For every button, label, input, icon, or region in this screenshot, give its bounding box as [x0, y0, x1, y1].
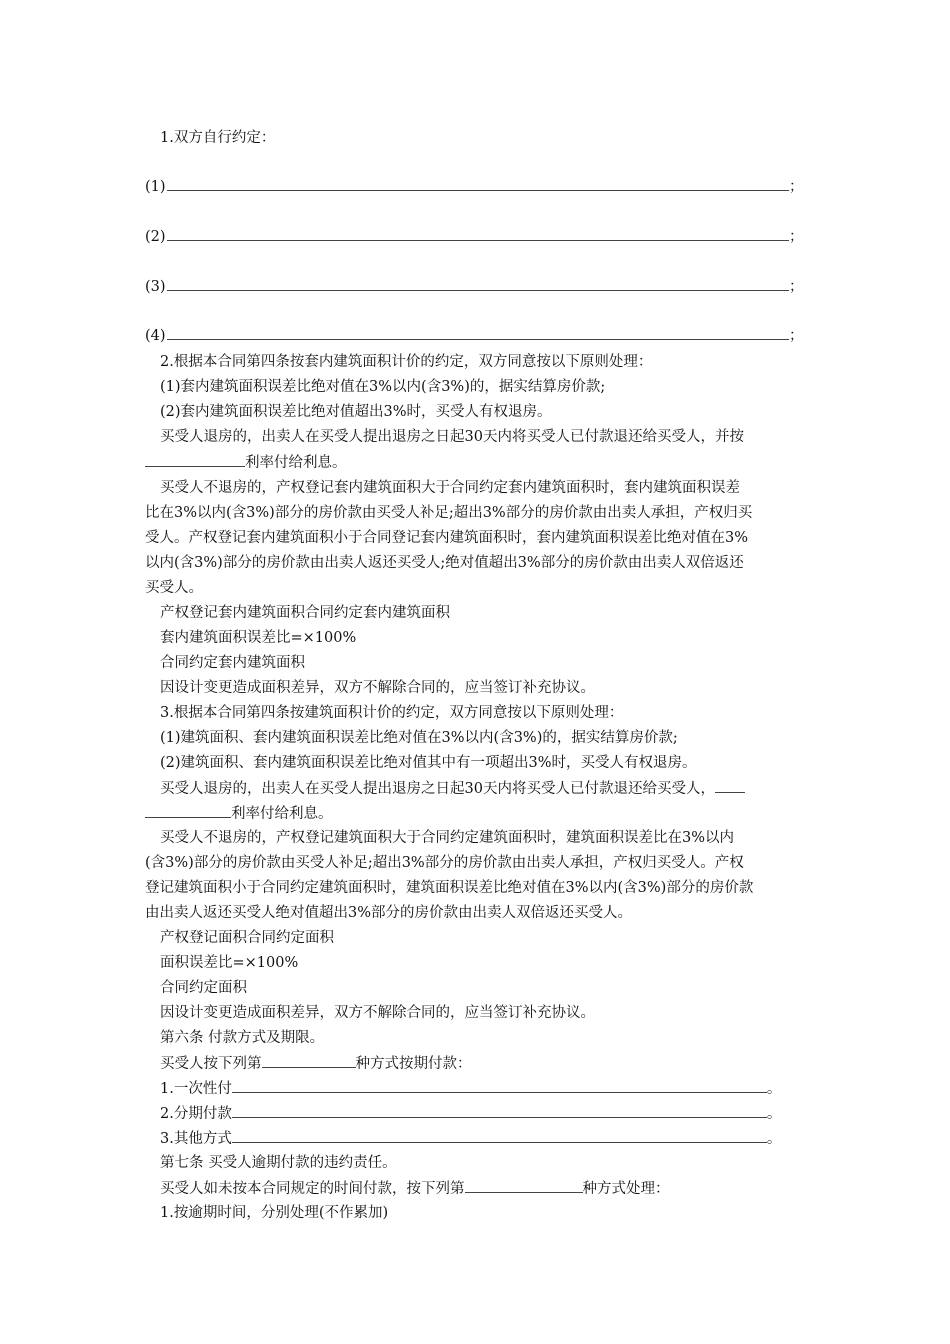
rate-text: 利率付给利息。	[231, 806, 333, 822]
item-end: ；	[789, 279, 804, 295]
intro-text: 买受人按下列第	[160, 1056, 262, 1072]
option-end: 。	[766, 1106, 782, 1122]
rate-text: 利率付给利息。	[245, 455, 347, 471]
intro-text-end: 种方式按期付款：	[355, 1056, 472, 1072]
blank-field[interactable]	[167, 226, 789, 241]
clause-3-keep-line-4: 由出卖人返还买受人绝对值超出3%部分的房价款由出卖人双倍返还买受人。	[145, 905, 633, 921]
clause-2-keep-line-5: 买受人。	[145, 580, 203, 596]
clause-2-keep-line-3: 受人。产权登记套内建筑面积小于合同登记套内建筑面积时，套内建筑面积误差比绝对值在3%	[145, 530, 748, 546]
blank-field[interactable]	[167, 176, 789, 191]
item-end: ；	[789, 328, 804, 344]
clause-2-supplement: 因设计变更造成面积差异，双方不解除合同的，应当签订补充协议。	[160, 680, 595, 696]
item-label: (3)	[145, 279, 166, 295]
blank-item-4	[145, 325, 805, 345]
clause-3-item-2: (2)建筑面积、套内建筑面积误差比绝对值其中有一项超出3%时，买受人有权退房。	[160, 755, 697, 771]
option-label: 3.其他方式	[160, 1131, 232, 1147]
payment-option-1	[160, 1078, 781, 1099]
clause-2-refund-rate	[145, 452, 347, 473]
clause-3-refund-text	[160, 778, 745, 799]
blank-item-3	[145, 276, 805, 296]
clause-3-formula-numerator: 产权登记面积合同约定面积	[160, 930, 334, 946]
clause-2-formula-denominator: 合同约定套内建筑面积	[160, 655, 305, 671]
option-blank-field[interactable]	[232, 1078, 767, 1093]
rate-blank-field-a[interactable]	[715, 778, 745, 793]
clause-3-formula: 面积误差比=×100%	[160, 955, 299, 971]
article-7-item-1: 1.按逾期时间，分别处理(不作累加)	[160, 1205, 389, 1221]
clause-3-keep-line-2: (含3%)部分的房价款由买受人补足;超出3%部分的房价款由出卖人承担，产权归买受人。产权	[145, 855, 744, 871]
rate-blank-field-b[interactable]	[145, 803, 231, 818]
clause-3-keep-line-1: 买受人不退房的，产权登记建筑面积大于合同约定建筑面积时，建筑面积误差比在3%以内	[160, 830, 734, 846]
item-label: (4)	[145, 328, 166, 344]
option-label: 2.分期付款	[160, 1106, 232, 1122]
clause-3-refund-rate	[145, 803, 333, 824]
clause-2-formula: 套内建筑面积误差比=×100%	[160, 630, 357, 646]
clause-3-supplement: 因设计变更造成面积差异，双方不解除合同的，应当签订补充协议。	[160, 1005, 595, 1021]
rate-blank-field[interactable]	[145, 452, 245, 467]
handling-method-blank-field[interactable]	[465, 1178, 583, 1193]
clause-2-keep-line-4: 以内(含3%)部分的房价款由出卖人返还买受人;绝对值超出3%部分的房价款由出卖人双倍返还	[145, 555, 744, 571]
refund-text: 买受人退房的，出卖人在买受人提出退房之日起30天内将买受人已付款退还给买受人，	[160, 781, 715, 797]
clause-2-item-2: (2)套内建筑面积误差比绝对值超出3%时，买受人有权退房。	[160, 404, 552, 420]
option-blank-field[interactable]	[232, 1103, 767, 1118]
option-end: 。	[766, 1081, 782, 1097]
clause-3-title: 3.根据本合同第四条按建筑面积计价的约定，双方同意按以下原则处理：	[160, 705, 624, 721]
intro-text-end: 种方式处理：	[582, 1181, 670, 1197]
option-blank-field[interactable]	[232, 1128, 767, 1143]
item-end: ；	[789, 179, 804, 195]
payment-option-2	[160, 1103, 781, 1124]
blank-item-1	[145, 176, 805, 196]
intro-text: 买受人如未按本合同规定的时间付款，按下列第	[160, 1181, 465, 1197]
clause-2-formula-numerator: 产权登记套内建筑面积合同约定套内建筑面积	[160, 605, 450, 621]
blank-item-2	[145, 226, 805, 246]
article-6-intro	[160, 1053, 472, 1074]
clause-3-item-1: (1)建筑面积、套内建筑面积误差比绝对值在3%以内(含3%)的，据实结算房价款;	[160, 730, 678, 746]
blank-field[interactable]	[167, 325, 789, 340]
clause-2-item-1: (1)套内建筑面积误差比绝对值在3%以内(含3%)的，据实结算房价款;	[160, 379, 606, 395]
item-label: (1)	[145, 179, 166, 195]
clause-2-refund-text: 买受人退房的，出卖人在买受人提出退房之日起30天内将买受人已付款退还给买受人，并按	[160, 429, 744, 445]
item-end: ；	[789, 229, 804, 245]
item-label: (2)	[145, 229, 166, 245]
option-end: 。	[766, 1131, 782, 1147]
payment-method-blank-field[interactable]	[262, 1053, 356, 1068]
clause-2-keep-line-1: 买受人不退房的，产权登记套内建筑面积大于合同约定套内建筑面积时，套内建筑面积误差	[160, 480, 740, 496]
article-6-title: 第六条 付款方式及期限。	[160, 1030, 325, 1046]
clause-1-heading: 1.双方自行约定：	[160, 130, 276, 146]
article-7-intro	[160, 1178, 670, 1199]
article-7-title: 第七条 买受人逾期付款的违约责任。	[160, 1155, 397, 1171]
clause-2-title: 2.根据本合同第四条按套内建筑面积计价的约定，双方同意按以下原则处理：	[160, 354, 653, 370]
option-label: 1.一次性付	[160, 1081, 232, 1097]
clause-3-formula-denominator: 合同约定面积	[160, 980, 247, 996]
blank-field[interactable]	[167, 276, 789, 291]
clause-2-keep-line-2: 比在3%以内(含3%)部分的房价款由买受人补足;超出3%部分的房价款由出卖人承担，产权归买	[145, 505, 753, 521]
clause-3-keep-line-3: 登记建筑面积小于合同约定建筑面积时，建筑面积误差比绝对值在3%以内(含3%)部分的房价款	[145, 880, 754, 896]
payment-option-3	[160, 1128, 781, 1149]
